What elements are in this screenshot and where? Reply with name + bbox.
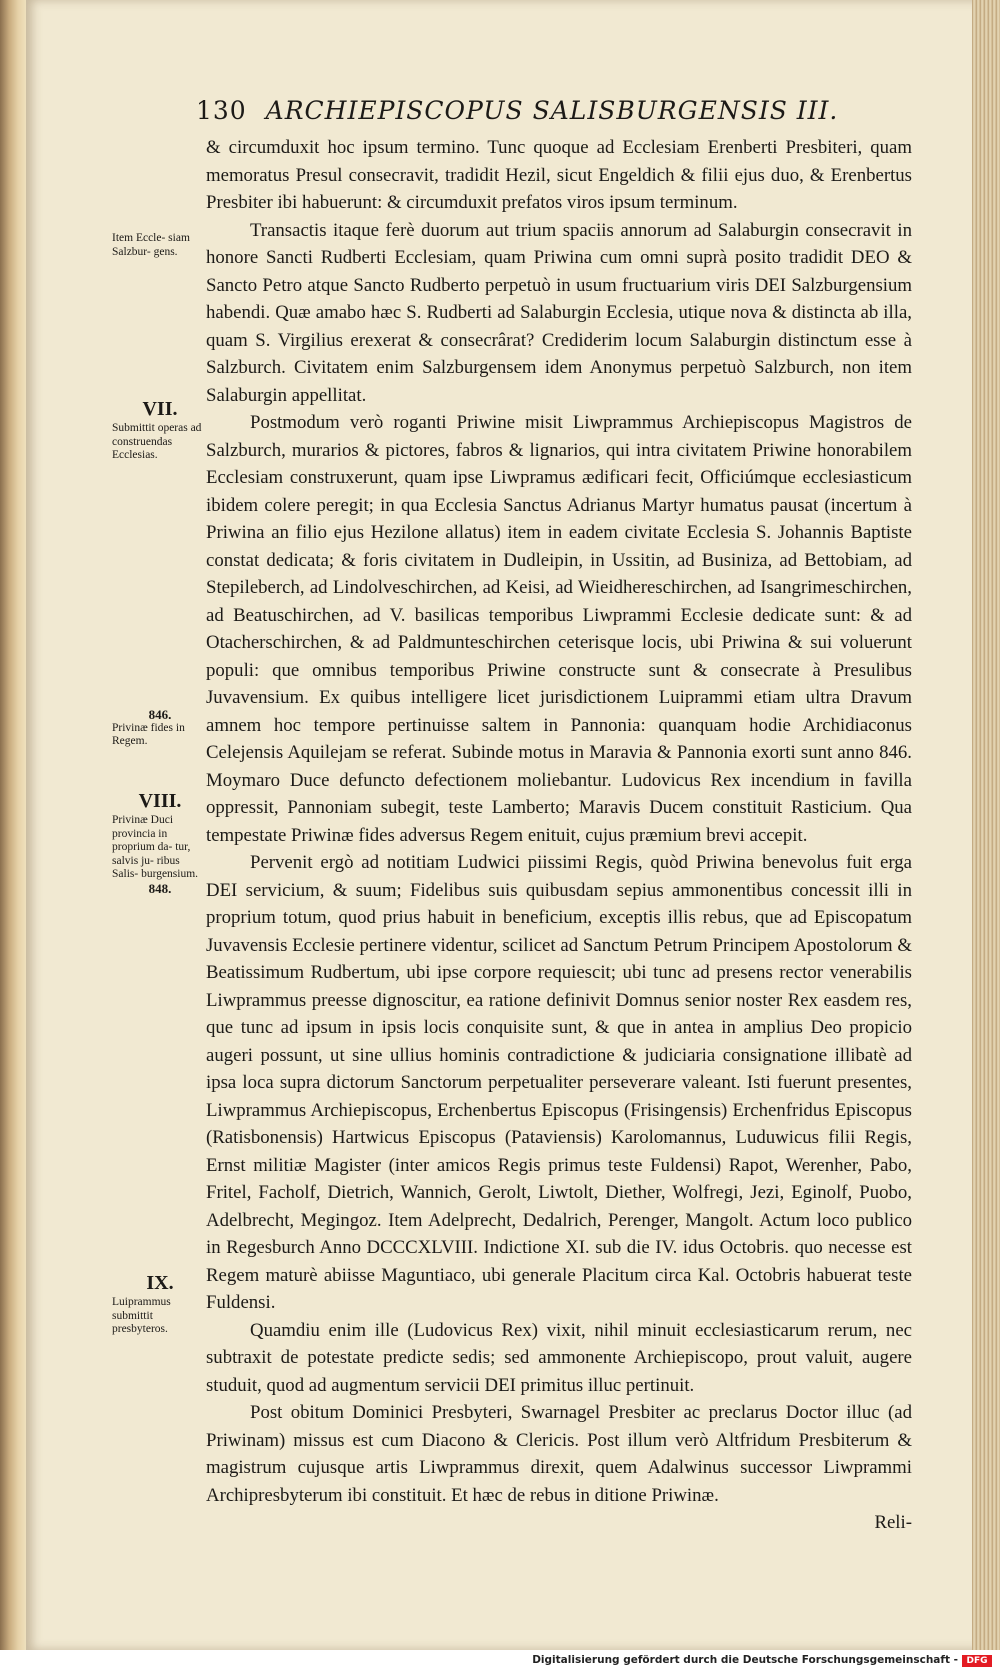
margin-note-item <box>112 232 208 259</box>
margin-note-vii-text: Submittit operas ad construendas Ecclesias. <box>112 422 202 461</box>
section-number-viii: VIII. <box>138 790 182 812</box>
catchword: Reli- <box>874 1512 912 1533</box>
margin-note-ix <box>112 1270 208 1337</box>
margin-note-846 <box>112 708 208 749</box>
paragraph-6: Post obitum Dominici Presbyteri, Swarnagel Presbiter ac preclarus Doctor illuc (ad Priwinam) missus est cum Diacono & Clericis. Post illum verò Altfridum Presbiterum & magistrum cujusque artis Liwprammus direxit, quem Adalwinus successor Liwprammi Archipresbyterum ibi constituit. Et hæc de rebus in ditione Priwinæ. <box>206 1402 912 1506</box>
page-number: 130 <box>196 96 247 125</box>
dfg-logo: DFG <box>962 1655 992 1667</box>
digitization-footer <box>0 1650 1000 1672</box>
paragraph-4: Pervenit ergò ad notitiam Ludwici piissimi Regis, quòd Priwina benevolus fuit erga DEI servicium, & suum; Fidelibus suis quibusdam sepius ammonentibus concessit illi in proprium totum, quod prius habuit in beneficium, exceptis illis rebus, que ad Episcopatum Juvavensis Ecclesie pertinere videntur, scilicet ad Sanctum Petrum Principem Apostolorum & Beatissimum Rudbertum, ubi ipse corpore requiescit; ubi tunc ad presens rector venerabilis Liwprammus preesse dignoscitur, ea ratione definivit Domnus senior noster Rex easdem res, que tunc ad ipsum in ipsis locis conquisite sunt, & que in antea in amplius Deo propicio augeri possunt, ut sine ullius hominis contradictione & judiciaria consignatione illibatè ad ipsa loca supra dictorum Sanctorum perpetualiter perseverare valeant. Isti fuerunt presentes, Liwprammus Archiepiscopus, Erchenbertus Episcopus (Frisingensis) Erchenfridus Episcopus (Ratisbonensis) Hartwicus Episcopus (Pataviensis) Karolomannus, Luduwicus filii Regis, Ernst militiæ Magister (inter amicos Regis primus teste Fuldensi) Rapot, Werenher, Pabo, Fritel, Facholf, Dietrich, Wannich, Gerolt, Liwtolt, Diether, Wolfregi, Jezi, Eginolf, Puobo, Adelbrecht, Megingoz. Item Adelprecht, Dedalrich, Perenger, Mangolt. Actum loco publico in Regesburch Anno DCCCXLVIII. Indictione XI. sub die IV. idus Octobris. quo necesse est Regem maturè abiisse Maguntiaco, ubi generale Placitum circa Kal. Octobris habuerat teste Fuldensi. <box>206 852 912 1313</box>
footer-credit: Digitalisierung gefördert durch die Deutsche Forschungsgemeinschaft - <box>532 1654 958 1666</box>
margin-note-ix-text: Luiprammus submittit presbyteros. <box>112 1296 171 1335</box>
paragraph-3: Postmodum verò roganti Priwine misit Liwprammus Archiepiscopus Magistros de Salzburch, murarios & pictores, fabros & lignarios, qui intra civitatem Priwine honorabilem Ecclesiam construxerunt, quam ipse Liwpramus ædificari fecit, Officiúmque ecclesiasticum ibidem colere peregit; in qua Ecclesia Sanctus Adrianus Martyr humatus pausat (incertum à Priwina an filio ejus Hezilone allatus) item in eadem civitate Ecclesia S. Johannis Baptiste constat dedicata; & foris civitatem in Dudleipin, in Ussitin, ad Businiza, ad Bettobiam, ad Stepileberch, ad Lindolveschirchen, ad Keisi, ad Wieidhereschirchen, ad Isangrimeschirchen, ad Beatuschirchen, ad V. basilicas temporibus Liwprammi Ecclesie dedicate sunt: & ad Otacherschirchen, & ad Paldmunteschirchen ceterisque locis, ubi Priwina & sui voluerunt populi: que omnibus temporibus Priwine constructe sunt & consecrate à Presulibus Juvavensium. Ex quibus intelligere licet jurisdictionem Luiprammi etiam ultra Dravum amnem hoc tempore pertinuisse saltem in Pannonia: quanquam hodie Archidiaconus Celejensis Aquilejam se referat. Subinde motus in Maravia & Pannonia exorti sunt anno 846. Moymaro Duce defuncto defectionem moliebantur. Ludovicus Rex incendium in favilla oppressit, Pannoniam subegit, teste Lamberto; Maravis Ducem constituit Rasticium. Qua tempestate Priwinæ fides adversus Regem enituit, cujus præmium brevi accepit. <box>206 412 912 846</box>
running-header <box>196 96 846 132</box>
margin-note-viii <box>112 788 208 895</box>
running-title: ARCHIEPISCOPUS SALISBURGENSIS III. <box>265 96 839 125</box>
paragraph-2: Transactis itaque ferè duorum aut trium spaciis annorum ad Salaburgin consecravit in honore Sancti Rudberti Ecclesiam, quam Priwina cum omni suprà posito tradidit DEO & Sancto Petro atque Sancto Rudberto perpetuò in usum fructuarium viris DEI Salzburgensium habendi. Quæ amabo hæc S. Rudberti ad Salaburgin Ecclesia, utique nova & distincta ab illa, quam S. Virgilius erexerat & consecrârat? Crediderim locum Salaburgin distinctum esse à Salzburch. Civitatem enim Salzburgensem idem Anonymus perpetuò Salzburch, non item Salaburgin appellitat. <box>206 219 912 406</box>
section-number-vii: VII. <box>142 398 178 420</box>
margin-note-vii <box>112 396 208 463</box>
margin-note-viii-text: Privinæ Duci provincia in proprium da- tur, salvis ju- ribus Salis- burgensium. <box>112 814 199 880</box>
paragraph-5: Quamdiu enim ille (Ludovicus Rex) vixit, nihil minuit ecclesiasticarum rerum, nec subtraxit de potestate predicte sedis; sed ammonente Archiepiscopo, prout valuit, augere studuit, quod ad augmentum servicii DEI primitus illuc pertinuit. <box>206 1319 912 1396</box>
page-fore-edge <box>972 0 1000 1650</box>
margin-date-848: 848. <box>148 880 172 896</box>
book-binding <box>0 0 26 1650</box>
margin-date-846: 846. <box>148 707 172 722</box>
margin-note-item-text: Item Eccle- siam Salzbur- gens. <box>112 232 190 258</box>
main-text-column <box>206 134 912 1537</box>
paragraph-1: & circumduxit hoc ipsum termino. Tunc quoque ad Ecclesiam Erenberti Presbiteri, quam memoratus Presul consecravit, tradidit Hezil, sicut Engeldich & filii ejus duo, & Erenbertus Presbiter ibi habuerunt: & circumduxit prefatos viros ipsum terminum. <box>206 137 912 213</box>
margin-note-fides-text: Privinæ fides in Regem. <box>112 721 185 747</box>
section-number-ix: IX. <box>146 1272 174 1294</box>
